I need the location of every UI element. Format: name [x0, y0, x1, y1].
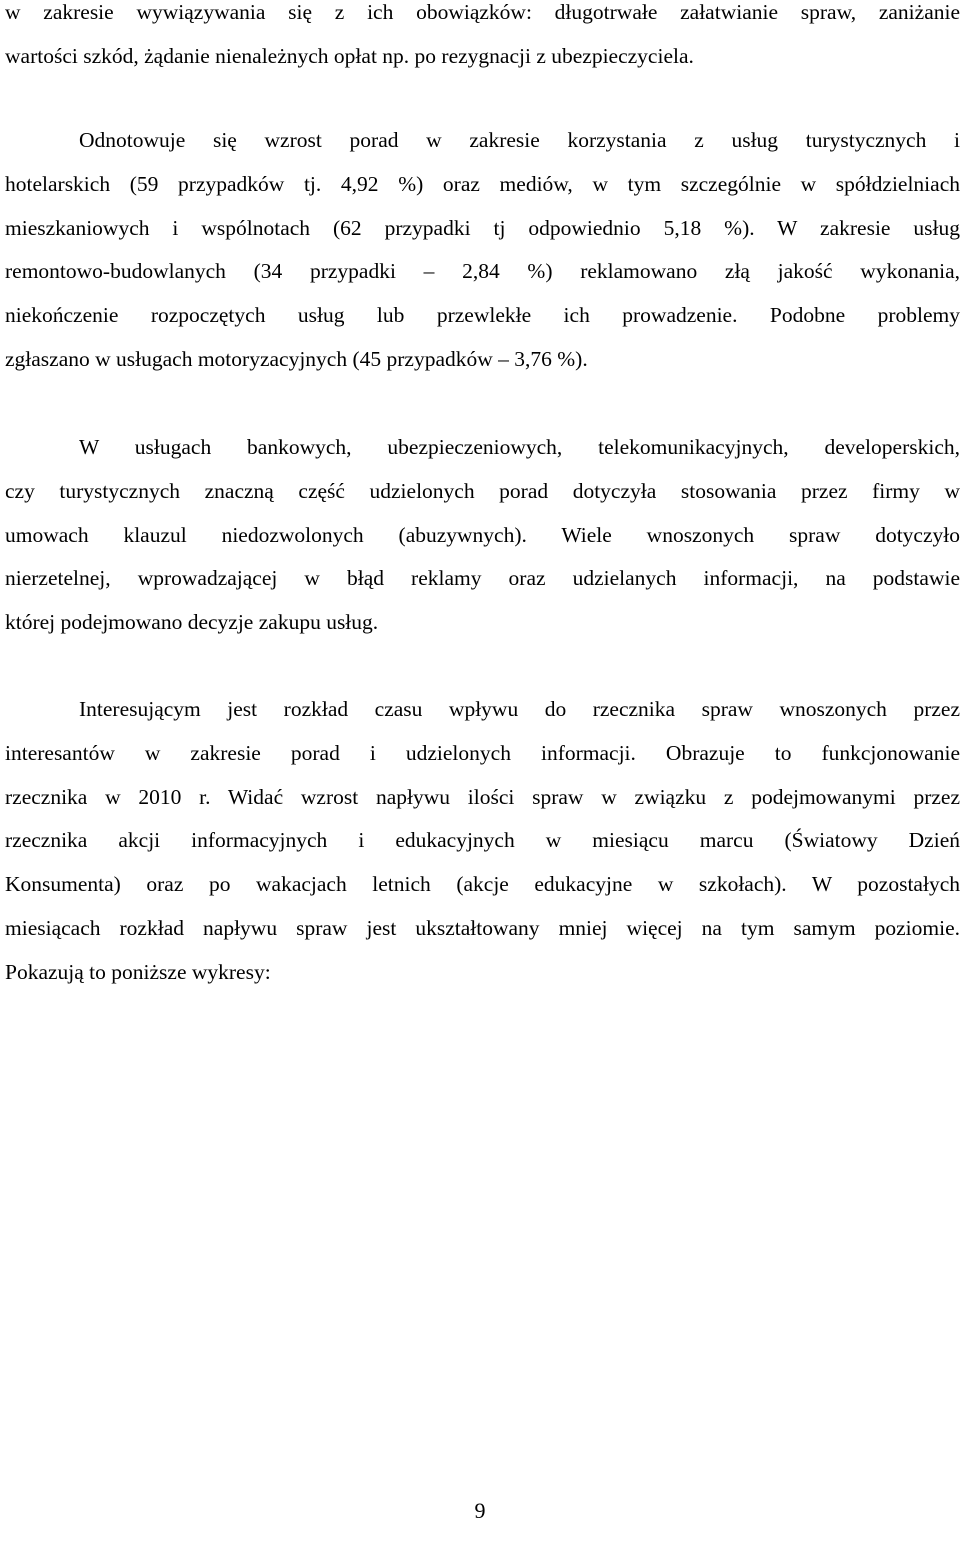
text-line: Interesującym jest rozkład czasu wpływu do rzecznika spraw wnoszonych przez	[79, 697, 960, 721]
text-line: nierzetelnej, wprowadzającej w błąd reklamy oraz udzielanych informacji, na podstawie	[5, 566, 960, 591]
text-line: niekończenie rozpoczętych usług lub przewlekłe ich prowadzenie. Podobne problemy	[5, 303, 960, 328]
text-line: wartości szkód, żądanie nienależnych opłat np. po rezygnacji z ubezpieczyciela.	[5, 43, 694, 68]
paragraph-insurance-complaints	[5, 0, 960, 79]
text-line: Pokazują to poniższe wykresy:	[5, 959, 271, 984]
text-line: czy turystycznych znaczną część udzielonych porad dotyczyła stosowania przez firmy w	[5, 478, 960, 503]
text-line: rzecznika w 2010 r. Widać wzrost napływu ilości spraw w związku z podejmowanymi przez	[5, 784, 960, 809]
paragraph-time-distribution	[5, 688, 960, 995]
text-line: Konsumenta) oraz po wakacjach letnich (akcje edukacyjne w szkołach). W pozostałych	[5, 872, 960, 897]
text-line: Odnotowuje się wzrost porad w zakresie korzystania z usług turystycznych i	[79, 128, 960, 152]
text-line: W usługach bankowych, ubezpieczeniowych, telekomunikacyjnych, developerskich,	[79, 435, 960, 459]
text-line: rzecznika akcji informacyjnych i edukacyjnych w miesiącu marcu (Światowy Dzień	[5, 828, 960, 853]
text-line: zgłaszano w usługach motoryzacyjnych (45 przypadków – 3,76 %).	[5, 346, 588, 371]
text-line: hotelarskich (59 przypadków tj. 4,92 %) oraz mediów, w tym szczególnie w spółdzielniach	[5, 171, 960, 196]
paragraph-service-advice	[5, 119, 960, 382]
text-line: remontowo-budowlanych (34 przypadki – 2,84 %) reklamowano złą jakość wykonania,	[5, 259, 960, 284]
text-line: miesiącach rozkład napływu spraw jest ukształtowany mniej więcej na tym samym poziomie.	[5, 915, 960, 940]
text-line: mieszkaniowych i wspólnotach (62 przypadki tj odpowiednio 5,18 %). W zakresie usług	[5, 215, 960, 240]
paragraph-abusive-clauses	[5, 426, 960, 645]
text-line: w zakresie wywiązywania się z ich obowiązków: długotrwałe załatwianie spraw, zaniżanie	[5, 0, 960, 24]
page-number: 9	[474, 1498, 486, 1523]
text-line: której podejmowano decyzje zakupu usług.	[5, 610, 379, 635]
text-line: interesantów w zakresie porad i udzielonych informacji. Obrazuje to funkcjonowanie	[5, 740, 960, 765]
text-line: umowach klauzul niedozwolonych (abuzywnych). Wiele wnoszonych spraw dotyczyło	[5, 522, 960, 547]
